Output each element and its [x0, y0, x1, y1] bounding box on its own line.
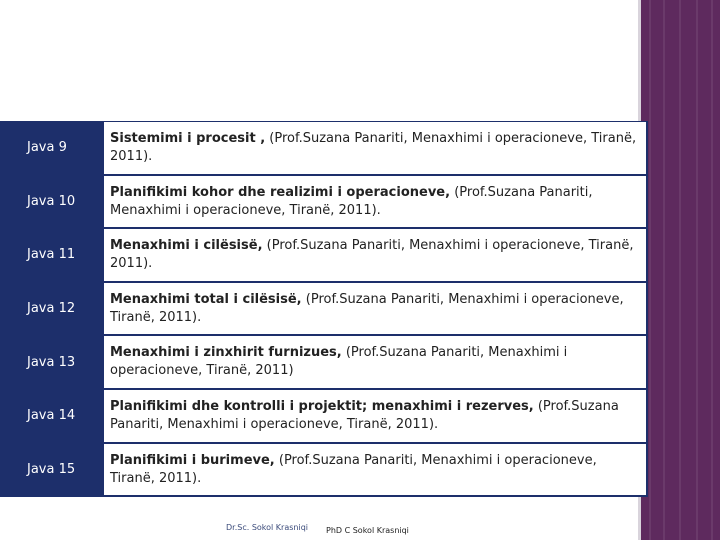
topic-title: Menaxhimi total i cilësisë, [110, 291, 302, 307]
footer-author-right: PhD C Sokol Krasniqi [326, 526, 409, 535]
table-row [0, 283, 648, 337]
topic-reference: (Prof.Suzana Panariti, Menaxhimi i operacioneve, Tiranë, 2011). [110, 291, 624, 325]
table-row [0, 444, 648, 498]
table-row [0, 336, 648, 390]
slide-footer [0, 521, 640, 540]
topic-title: Planifikimi kohor dhe realizimi i operacioneve, [110, 184, 451, 200]
table-row [0, 229, 648, 283]
topic-reference: (Prof.Suzana Panariti, Menaxhimi i operacioneve, Tiranë, 2011) [110, 345, 568, 379]
topic-cell [104, 122, 648, 174]
topic-reference: (Prof.Suzana Panariti, Menaxhimi i operacioneve, Tiranë, 2011). [110, 131, 637, 164]
topic-title: Planifikimi dhe kontrolli i projektit; menaxhimi i rezerves, [110, 398, 534, 414]
topic-title: Planifikimi i burimeve, [110, 452, 275, 468]
topic-cell [104, 390, 648, 442]
week-cell: Java 13 [0, 336, 104, 388]
decorative-side-band [641, 0, 720, 540]
topic-reference: (Prof.Suzana Panariti, Menaxhimi i operacioneve, Tiranë, 2011). [110, 238, 634, 272]
table-row [0, 390, 648, 444]
topic-reference: (Prof.Suzana Panariti, Menaxhimi i operacioneve, Tiranë, 2011). [110, 184, 593, 218]
topic-cell [104, 283, 648, 335]
topic-reference: (Prof.Suzana Panariti, Menaxhimi i operacioneve, Tiranë, 2011). [110, 398, 619, 432]
week-cell: Java 10 [0, 176, 104, 228]
topic-cell [104, 176, 648, 228]
topic-title: Menaxhimi i cilësisë, [110, 238, 263, 254]
week-cell: Java 15 [0, 444, 104, 496]
schedule-table [0, 121, 648, 497]
table-row [0, 176, 648, 230]
topic-title: Sistemimi i procesit , [110, 131, 266, 146]
topic-title: Menaxhimi i zinxhirit furnizues, [110, 345, 342, 361]
footer-author-left: Dr.Sc. Sokol Krasniqi [226, 523, 308, 532]
topic-cell [104, 336, 648, 388]
week-cell: Java 11 [0, 229, 104, 281]
table-row [0, 122, 648, 176]
topic-reference: (Prof.Suzana Panariti, Menaxhimi i operacioneve, Tiranë, 2011). [110, 452, 597, 486]
topic-cell [104, 229, 648, 281]
topic-cell [104, 444, 648, 496]
week-cell: Java 12 [0, 283, 104, 335]
week-cell: Java 9 [0, 122, 104, 174]
week-cell: Java 14 [0, 390, 104, 442]
